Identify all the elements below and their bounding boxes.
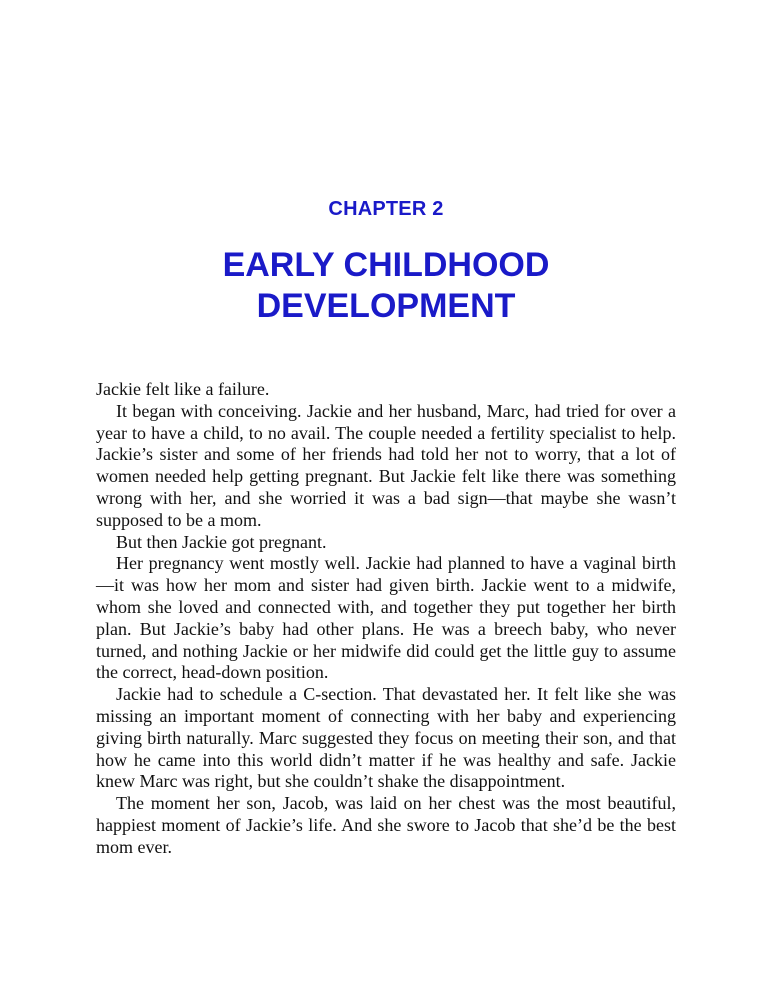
chapter-title — [0, 245, 772, 327]
chapter-title-line-2: DEVELOPMENT — [256, 287, 516, 325]
paragraph: Her pregnancy went mostly well. Jackie had planned to have a vaginal birth—it was how her mom and sister had given birth. Jackie went to a midwife, whom she loved and connected with, and together they put together her birth plan. But Jackie’s baby had other plans. He was a breech baby, who never turned, and nothing Jackie or her midwife did could get the little guy to assume the correct, head-down position. — [96, 553, 676, 683]
paragraph: It began with conceiving. Jackie and her husband, Marc, had tried for over a year to have a child, to no avail. The couple needed a fertility specialist to help. Jackie’s sister and some of her friends had told her not to worry, that a lot of women needed help getting pregnant. But Jackie felt like there was something wrong with her, and she worried it was a bad sign—that maybe she wasn’t supposed to be a mom. — [96, 400, 676, 530]
paragraph: Jackie had to schedule a C-section. That devastated her. It felt like she was missing an important moment of connecting with her baby and experiencing giving birth naturally. Marc suggested they focus on meeting their son, and that how he came into this world didn’t matter if he was healthy and safe. Jackie knew Marc was right, but she couldn’t shake the disappointment. — [96, 684, 676, 792]
chapter-title-line-1: EARLY CHILDHOOD — [222, 246, 550, 284]
paragraph: But then Jackie got pregnant. — [116, 531, 327, 552]
chapter-number: CHAPTER 2 — [328, 198, 444, 220]
chapter-body — [96, 379, 676, 859]
paragraph: The moment her son, Jacob, was laid on her chest was the most beautiful, happiest moment of Jackie’s life. And she swore to Jacob that she’d be the best mom ever. — [96, 793, 676, 857]
paragraph: Jackie felt like a failure. — [96, 379, 270, 399]
